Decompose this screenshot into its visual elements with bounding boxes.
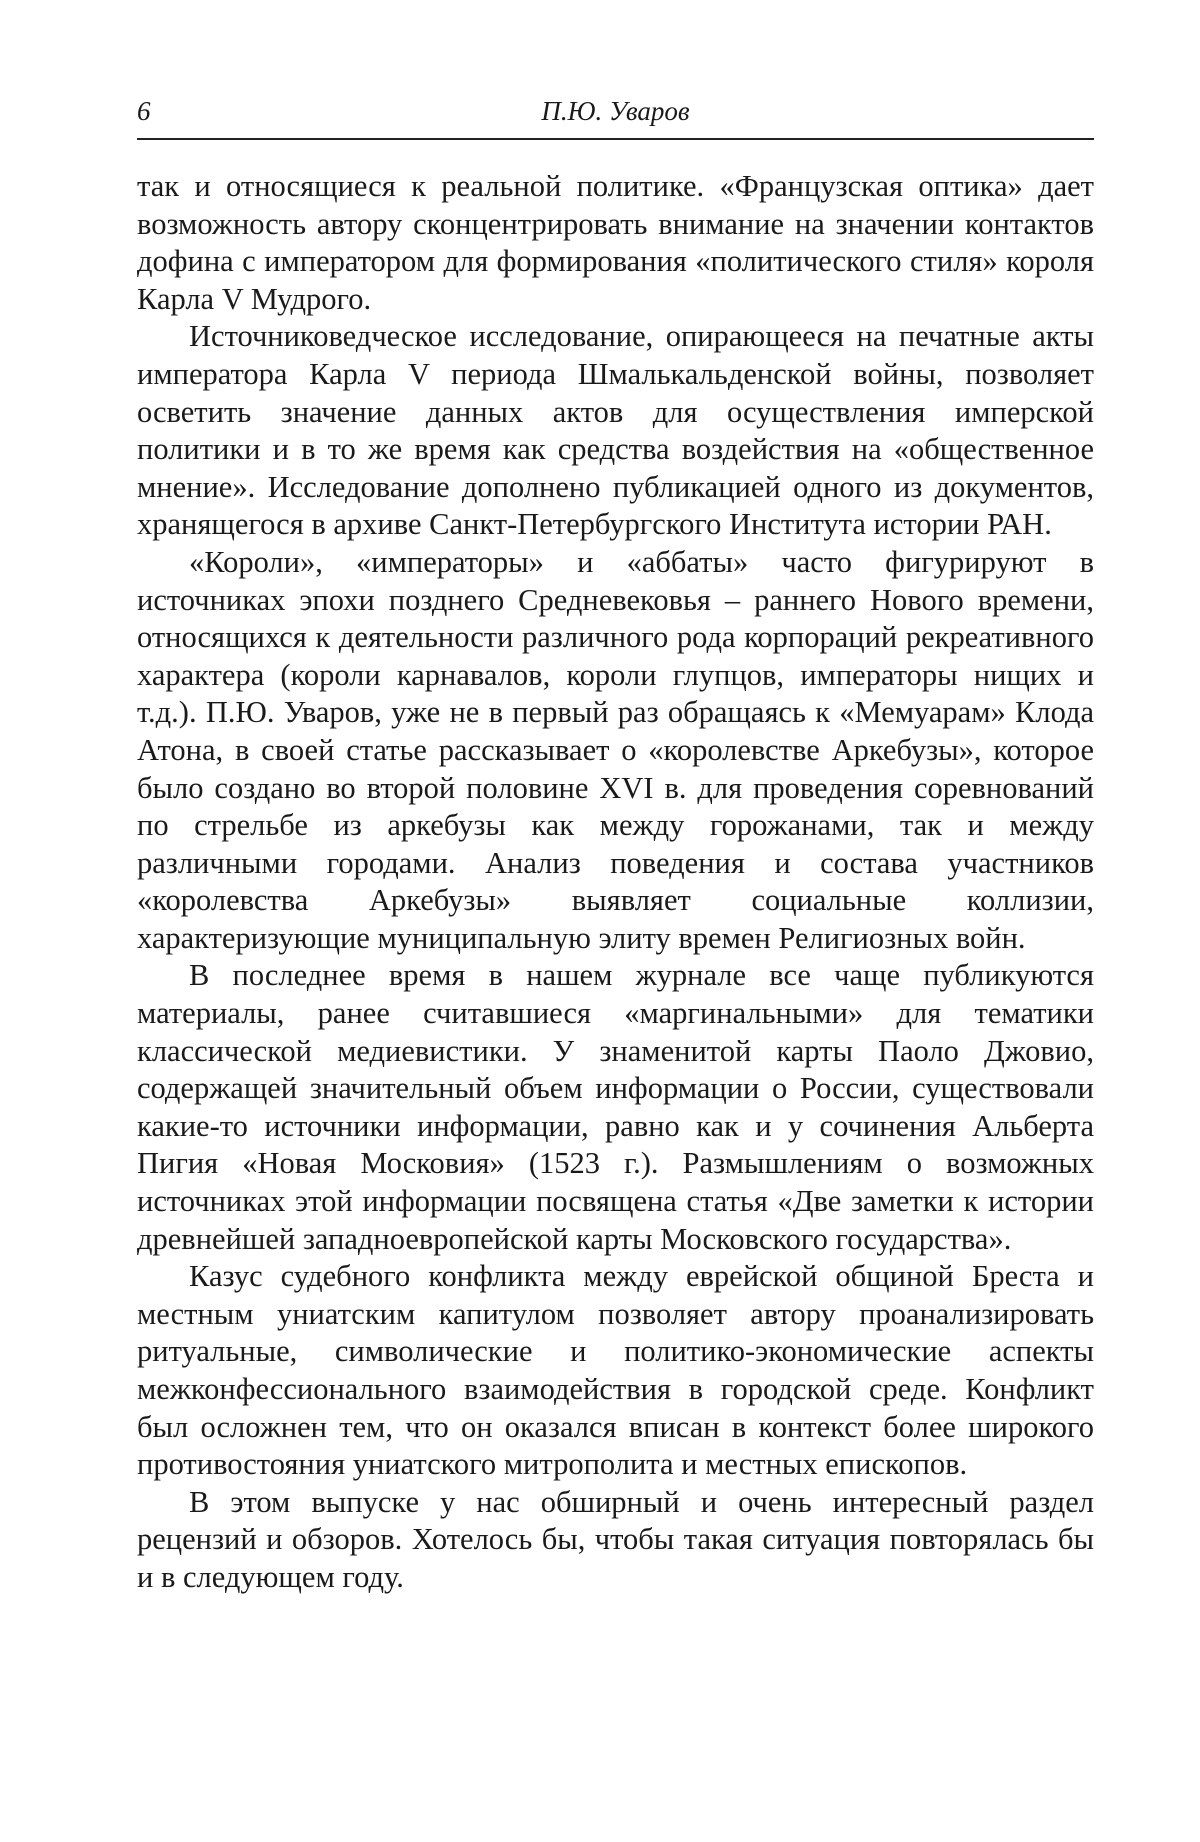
paragraph: так и относящиеся к реальной политике. «Французская оптика» дает возможность автору сконцентрировать внимание на значении контактов дофина с императором для формирования «политического стиля» короля Карла V Мудрого. — [137, 168, 1094, 318]
page — [137, 92, 1094, 1597]
running-head-author: П.Ю. Уваров — [137, 96, 1094, 127]
body-text — [137, 168, 1094, 1597]
paragraph: «Короли», «императоры» и «аббаты» часто фигурируют в источниках эпохи позднего Средневековья – раннего Нового времени, относящихся к деятельности различного рода корпораций рекреативного характера (короли карнавалов, короли глупцов, императоры нищих и т.д.). П.Ю. Уваров, уже не в первый раз обращаясь к «Мемуарам» Клода Атона, в своей статье рассказывает о «королевстве Аркебузы», которое было создано во второй половине XVI в. для проведения соревнований по стрельбе из аркебузы как между горожанами, так и между различными городами. Анализ поведения и состава участников «королевства Аркебузы» выявляет социальные коллизии, характеризующие муниципальную элиту времен Религиозных войн. — [137, 544, 1094, 958]
paragraph: Источниковедческое исследование, опирающееся на печатные акты императора Карла V периода Шмалькальденской войны, позволяет осветить значение данных актов для осуществления имперской политики и в то же время как средства воздействия на «общественное мнение». Исследование дополнено публикацией одного из документов, хранящегося в архиве Санкт-Петербургского Института истории РАН. — [137, 318, 1094, 544]
page-number: 6 — [137, 96, 151, 127]
paragraph: Казус судебного конфликта между еврейской общиной Бреста и местным униатским капитулом позволяет автору проанализировать ритуальные, символические и политико-экономические аспекты межконфессионального взаимодействия в городской среде. Конфликт был осложнен тем, что он оказался вписан в контекст более широкого противостояния униатского митрополита и местных епископов. — [137, 1258, 1094, 1484]
paragraph: В этом выпуске у нас обширный и очень интересный раздел рецензий и обзоров. Хотелось бы, чтобы такая ситуация повторялась бы и в следующем году. — [137, 1484, 1094, 1597]
paragraph: В последнее время в нашем журнале все чаще публикуются материалы, ранее считавшиеся «маргинальными» для тематики классической медиевистики. У знаменитой карты Паоло Джовио, содержащей значительный объем информации о России, существовали какие-то источники информации, равно как и у сочинения Альберта Пигия «Новая Московия» (1523 г.). Размышлениям о возможных источниках этой информации посвящена статья «Две заметки к истории древнейшей западноевропейской карты Московского государства». — [137, 957, 1094, 1258]
running-head — [137, 92, 1094, 140]
